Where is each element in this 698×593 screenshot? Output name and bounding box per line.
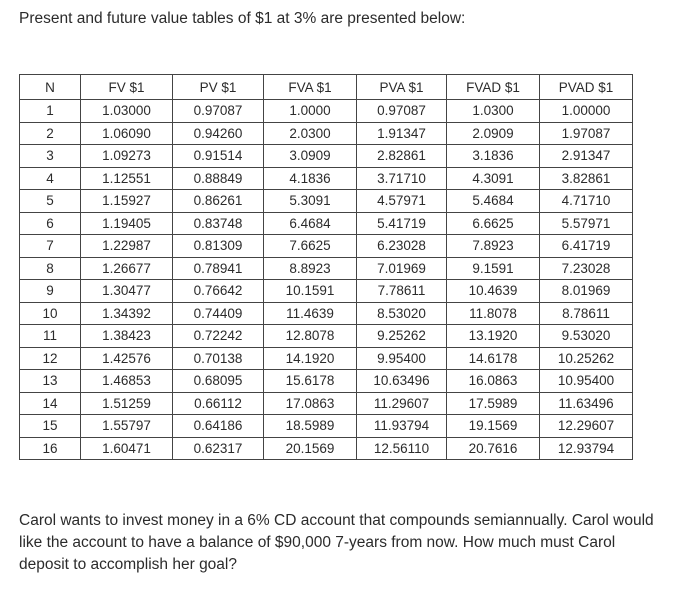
table-cell: 1.26677 [81,257,173,280]
table-cell: 1.09273 [81,145,173,168]
table-cell: 1.22987 [81,235,173,258]
table-cell: 6.6625 [447,212,540,235]
table-body [20,100,633,460]
table-cell: 1.55797 [81,415,173,438]
header-pv: PV $1 [173,75,264,100]
value-table [19,74,633,460]
header-pvad: PVAD $1 [540,75,633,100]
table-cell: 0.74409 [173,302,264,325]
table-cell: 11 [20,325,81,348]
table-cell: 8.53020 [357,302,447,325]
table-cell: 19.1569 [447,415,540,438]
table-cell: 3.1836 [447,145,540,168]
table-cell: 4.1836 [264,167,357,190]
table-cell: 0.81309 [173,235,264,258]
table-cell: 10.95400 [540,370,633,393]
table-cell: 9.25262 [357,325,447,348]
table-header-row [20,75,633,100]
table-row [20,167,633,190]
table-row [20,280,633,303]
table-cell: 8.8923 [264,257,357,280]
table-cell: 9 [20,280,81,303]
table-cell: 1.38423 [81,325,173,348]
table-cell: 1.00000 [540,100,633,123]
table-cell: 1.91347 [357,122,447,145]
table-row [20,347,633,370]
table-cell: 7.78611 [357,280,447,303]
table-cell: 12.93794 [540,437,633,460]
table-cell: 7.6625 [264,235,357,258]
table-cell: 4.57971 [357,190,447,213]
table-cell: 5 [20,190,81,213]
table-cell: 3 [20,145,81,168]
table-cell: 9.95400 [357,347,447,370]
table-cell: 2.91347 [540,145,633,168]
table-cell: 3.82861 [540,167,633,190]
table-cell: 13.1920 [447,325,540,348]
table-cell: 1.0300 [447,100,540,123]
table-row [20,212,633,235]
table-cell: 1.46853 [81,370,173,393]
table-row [20,122,633,145]
table-cell: 4.71710 [540,190,633,213]
header-n: N [20,75,81,100]
table-cell: 12.8078 [264,325,357,348]
table-cell: 6.23028 [357,235,447,258]
table-cell: 3.71710 [357,167,447,190]
table-cell: 0.97087 [173,100,264,123]
table-cell: 17.0863 [264,392,357,415]
table-cell: 7.01969 [357,257,447,280]
table-cell: 12.29607 [540,415,633,438]
table-cell: 2.0300 [264,122,357,145]
table-cell: 5.3091 [264,190,357,213]
table-cell: 4.3091 [447,167,540,190]
table-cell: 11.4639 [264,302,357,325]
table-row [20,325,633,348]
table-cell: 1.03000 [81,100,173,123]
header-pva: PVA $1 [357,75,447,100]
table-cell: 8.78611 [540,302,633,325]
table-cell: 0.76642 [173,280,264,303]
table-cell: 1.06090 [81,122,173,145]
table-cell: 5.4684 [447,190,540,213]
table-cell: 10.63496 [357,370,447,393]
table-cell: 1 [20,100,81,123]
table-cell: 14.1920 [264,347,357,370]
table-cell: 1.42576 [81,347,173,370]
table-cell: 18.5989 [264,415,357,438]
table-row [20,415,633,438]
table-cell: 16.0863 [447,370,540,393]
table-cell: 0.91514 [173,145,264,168]
table-cell: 1.0000 [264,100,357,123]
table-cell: 2.0909 [447,122,540,145]
table-cell: 2 [20,122,81,145]
table-cell: 1.51259 [81,392,173,415]
table-cell: 14 [20,392,81,415]
table-cell: 20.1569 [264,437,357,460]
table-cell: 0.72242 [173,325,264,348]
table-cell: 7.8923 [447,235,540,258]
table-cell: 1.34392 [81,302,173,325]
table-cell: 0.68095 [173,370,264,393]
table-row [20,190,633,213]
table-cell: 0.70138 [173,347,264,370]
table-cell: 16 [20,437,81,460]
table-row [20,257,633,280]
table-cell: 5.41719 [357,212,447,235]
table-cell: 11.63496 [540,392,633,415]
header-fv: FV $1 [81,75,173,100]
header-fva: FVA $1 [264,75,357,100]
table-row [20,392,633,415]
header-fvad: FVAD $1 [447,75,540,100]
table-cell: 12 [20,347,81,370]
table-cell: 10.1591 [264,280,357,303]
table-cell: 0.83748 [173,212,264,235]
table-cell: 1.97087 [540,122,633,145]
table-cell: 6.4684 [264,212,357,235]
table-row [20,145,633,168]
table-cell: 10.25262 [540,347,633,370]
table-cell: 1.60471 [81,437,173,460]
table-cell: 12.56110 [357,437,447,460]
table-cell: 3.0909 [264,145,357,168]
table-cell: 0.62317 [173,437,264,460]
table-cell: 1.30477 [81,280,173,303]
table-cell: 0.88849 [173,167,264,190]
table-row [20,370,633,393]
table-cell: 10.4639 [447,280,540,303]
table-cell: 0.86261 [173,190,264,213]
table-cell: 0.66112 [173,392,264,415]
table-cell: 7 [20,235,81,258]
question-text: Carol wants to invest money in a 6% CD account that compounds semiannually. Carol would like the account to have a balance of $90,000 7-years from now. How much must Carol deposit to accomplish her goal? [19,512,654,573]
table-cell: 9.53020 [540,325,633,348]
table-cell: 15 [20,415,81,438]
table-cell: 4 [20,167,81,190]
table-cell: 8.01969 [540,280,633,303]
table-cell: 11.93794 [357,415,447,438]
table-cell: 9.1591 [447,257,540,280]
table-cell: 0.97087 [357,100,447,123]
table-cell: 1.12551 [81,167,173,190]
table-cell: 17.5989 [447,392,540,415]
table-cell: 15.6178 [264,370,357,393]
table-cell: 11.8078 [447,302,540,325]
table-cell: 1.15927 [81,190,173,213]
table-row [20,235,633,258]
table-cell: 5.57971 [540,212,633,235]
table-cell: 14.6178 [447,347,540,370]
table-cell: 11.29607 [357,392,447,415]
table-cell: 2.82861 [357,145,447,168]
table-cell: 7.23028 [540,257,633,280]
table-cell: 6 [20,212,81,235]
table-row [20,437,633,460]
table-cell: 13 [20,370,81,393]
table-row [20,302,633,325]
table-cell: 20.7616 [447,437,540,460]
table-cell: 6.41719 [540,235,633,258]
table-cell: 10 [20,302,81,325]
intro-text: Present and future value tables of $1 at 3% are presented below: [19,10,466,27]
table-cell: 1.19405 [81,212,173,235]
table-cell: 0.78941 [173,257,264,280]
table-cell: 0.94260 [173,122,264,145]
table-cell: 0.64186 [173,415,264,438]
table-row [20,100,633,123]
table-cell: 8 [20,257,81,280]
